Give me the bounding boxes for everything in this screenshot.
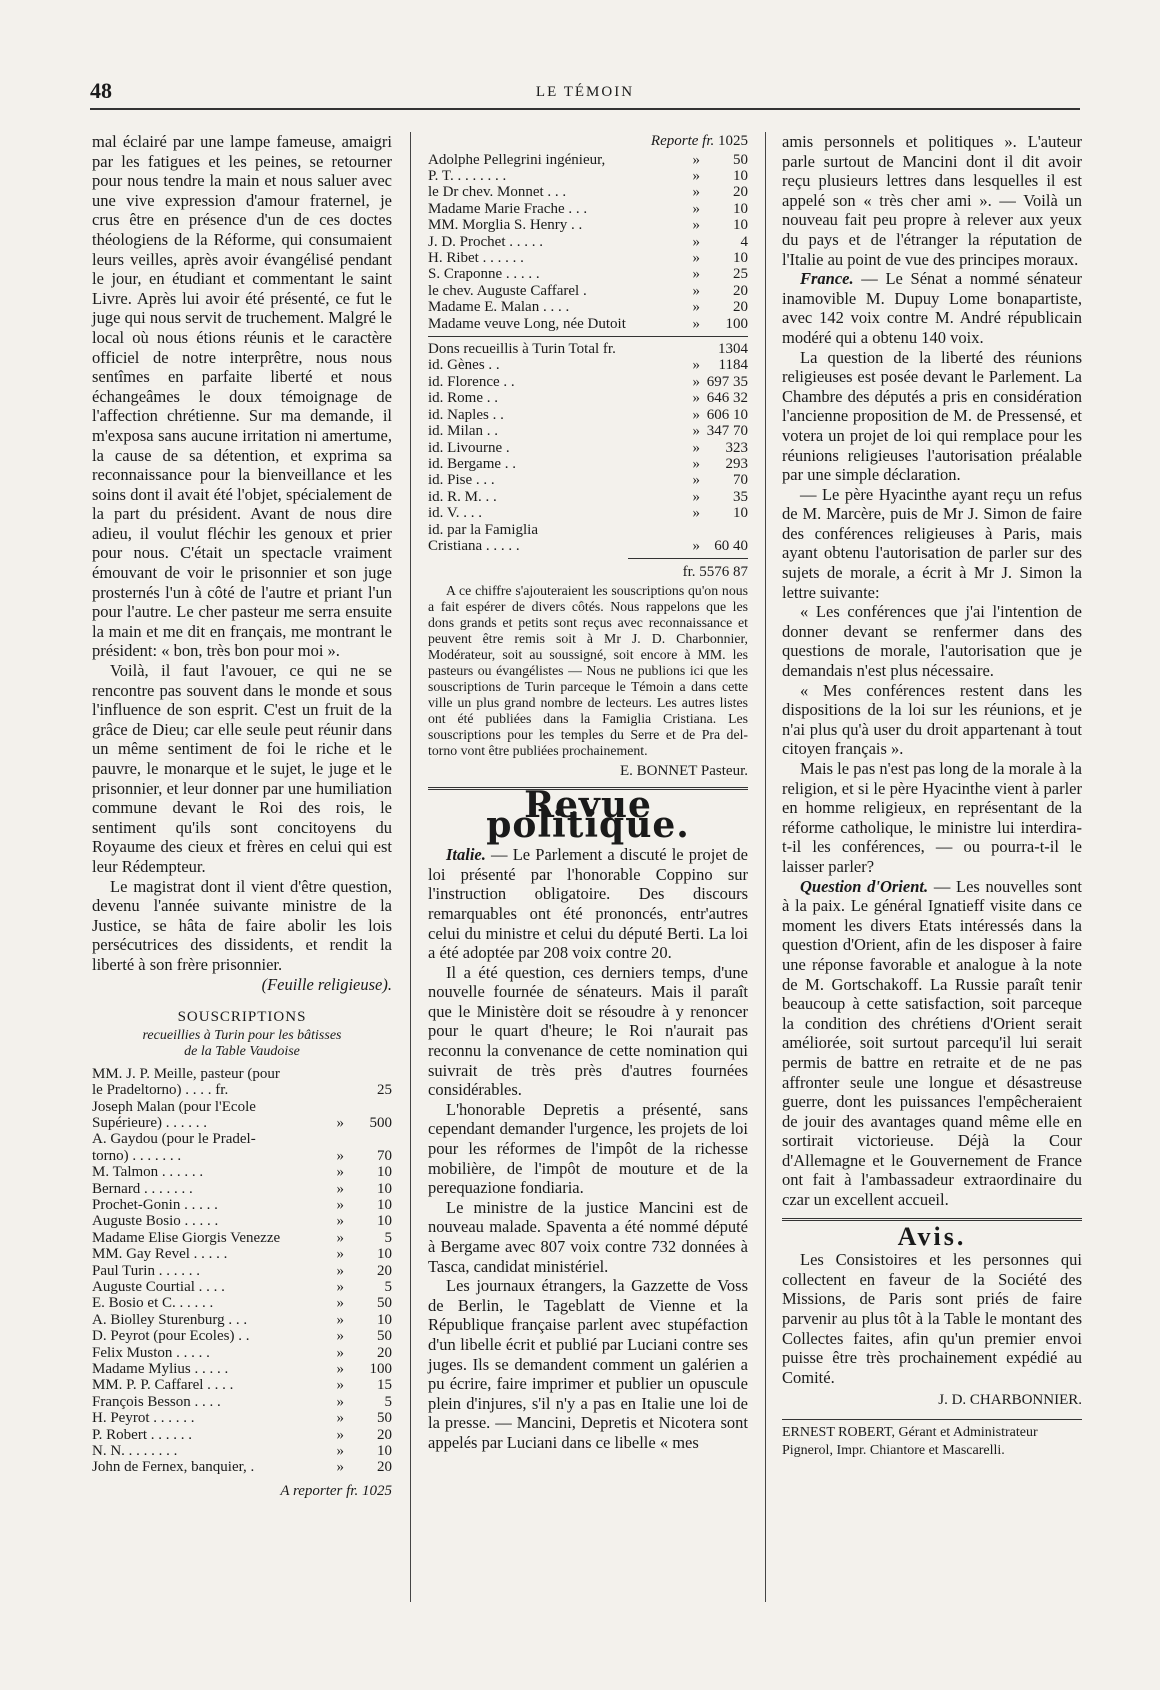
currency-mark: »	[692, 488, 700, 505]
list-row	[92, 1328, 392, 1344]
article-paragraph: amis personnels et politiques ». L'auteur parle surtout de Mancini dont il dit avoir reçu plusieurs lettres dans lesquelles il est appelé son « très cher ami ». — Voilà un nouveau fait peu propre à relever aux yeux du pays et de l'étranger la réputation de l'Italie au point de vue des principes moraux.	[782, 132, 1082, 269]
list-row	[428, 217, 748, 233]
amount: 10	[377, 1443, 392, 1460]
currency-mark: »	[692, 217, 700, 234]
contributor-name: Madame Mylius . . . . .	[92, 1361, 229, 1378]
subscriptions-title: SOUSCRIPTIONS	[177, 1009, 307, 1026]
list-row	[428, 440, 748, 456]
currency-mark: »	[336, 1279, 344, 1295]
contributor-name: Madame veuve Long, née Dutoit	[428, 315, 626, 332]
amount: 10	[377, 1213, 392, 1230]
header-rule	[90, 108, 1080, 110]
contributor-name: le Pradeltorno) . . . . fr.	[92, 1082, 229, 1099]
notice-signature: J. D. CHARBONNIER.	[938, 1392, 1082, 1409]
amount: 100	[369, 1361, 392, 1378]
currency-mark: »	[336, 1410, 344, 1427]
currency-mark: »	[692, 390, 700, 407]
currency-mark: »	[336, 1262, 344, 1279]
currency-mark: »	[336, 1295, 344, 1312]
amount: 10	[733, 505, 748, 522]
amount: 1184	[718, 357, 748, 374]
contributor-name: J. D. Prochet . . . . .	[428, 233, 543, 250]
amount: 10	[377, 1246, 392, 1263]
list-row	[428, 423, 748, 439]
contributor-name: H. Ribet . . . . . .	[428, 250, 524, 267]
currency-mark: »	[336, 1246, 344, 1263]
list-row	[92, 1131, 392, 1147]
page-header	[90, 70, 1080, 103]
contributor-name: MM. P. P. Caffarel . . . .	[92, 1377, 234, 1394]
report-label: Reporte fr.	[650, 133, 715, 149]
list-row	[92, 1312, 392, 1328]
carry-forward: A reporter fr. 1025	[280, 1482, 392, 1499]
article-paragraph: Les journaux étrangers, la Gazzette de Voss de Berlin, le Tageblatt de Vienne et la République française parlent avec stupéfaction d'un libelle écrit et publié par Luciani contre ses juges. Ils se demandent comment un galérien a pu écrire, faire imprimer et publier un opuscule plein d'injures, s'il n'y a pas en Italie une loi de la presse. — Mancini, Depretis et Nicotera sont appelés par Luciani dans ce libelle « mes	[428, 1276, 748, 1452]
donations-list	[428, 341, 748, 554]
contributor-name: id. Florence . .	[428, 373, 515, 390]
currency-mark: »	[692, 151, 700, 168]
currency-mark: »	[692, 505, 700, 522]
amount: 50	[377, 1295, 392, 1312]
report-line	[428, 132, 748, 152]
grand-total: fr. 5576 87	[682, 564, 748, 581]
list-row	[92, 1361, 392, 1377]
article-paragraph: — Le père Hyacinthe ayant reçu un refus de M. Marcère, puis de Mr J. Simon de faire des conférences religieuses à Paris, mais ayant obtenu l'autorisation de parler sur des sujets de morale, a écrit à Mr J. Simon la lettre suivante:	[782, 484, 1082, 602]
report-amount: 1025	[718, 133, 748, 149]
currency-mark: »	[692, 373, 700, 390]
list-row	[428, 184, 748, 200]
amount: 293	[725, 455, 748, 472]
article-paragraph: L'honorable Depretis a présenté, sans cependant demander l'urgence, les projets de loi pour les réformes de l'impôt de la richesse mobilière, de l'impôt de mouture et de la perequazione fondiaria.	[428, 1099, 748, 1198]
currency-mark: »	[692, 299, 700, 316]
article-paragraph: « Les conférences que j'ai l'intention de donner devant se renfermer dans des questions de morale, l'autorisation que je demandais n'est plus nécessaire.	[782, 602, 1082, 681]
currency-mark	[322, 1082, 344, 1098]
contributor-name: Supérieure) . . . . . .	[92, 1114, 207, 1131]
currency-mark	[322, 1099, 344, 1115]
contributor-name: id. R. M. . .	[428, 488, 497, 505]
amount	[344, 1131, 392, 1147]
country-label: Italie.	[446, 845, 486, 865]
column-1	[92, 132, 392, 1501]
amount: 10	[733, 168, 748, 184]
list-row	[92, 1427, 392, 1443]
article-paragraph: Le magistrat dont il vient d'être question, devenu l'année suivante ministre de la Justice, se hâta de faire abolir les lois persécutrices des dissidents, et rendit la liberté à son frère prisonnier.	[92, 876, 392, 974]
article-paragraph	[782, 269, 1082, 347]
contributor-name: Paul Turin . . . . . .	[92, 1262, 200, 1279]
list-row	[92, 1263, 392, 1279]
amount: 5	[384, 1229, 392, 1246]
amount: 10	[377, 1311, 392, 1328]
contributor-name: MM. Gay Revel . . . . .	[92, 1246, 228, 1263]
list-row	[92, 1197, 392, 1213]
amount	[700, 522, 748, 538]
list-row	[428, 266, 748, 282]
divider	[782, 1419, 1082, 1420]
paragraph-text: — Le Parlement a discuté le projet de loi présenté par l'honorable Coppino sur l'instruction obligatoire. Des discours remarquables ont été prononcés, entr'autres celui du ministre et celui du député Berti. La loi a été adoptée par 208 voix contre 20.	[428, 845, 749, 963]
amount: 50	[377, 1328, 392, 1345]
amount: 20	[733, 299, 748, 316]
note-signature: E. BONNET Pasteur.	[619, 762, 748, 779]
amount: 20	[377, 1262, 392, 1279]
contributor-name: E. Bosio et C. . . . . .	[92, 1295, 214, 1312]
contributor-name: torno) . . . . . . .	[92, 1147, 182, 1164]
column-separator	[410, 132, 411, 1602]
amount: 323	[725, 439, 748, 456]
currency-mark: »	[336, 1443, 344, 1460]
contributor-name: John de Fernex, banquier, .	[92, 1459, 255, 1476]
contributor-name: MM. Morglia S. Henry . .	[428, 217, 583, 234]
currency-mark: »	[692, 472, 700, 489]
currency-mark: »	[336, 1426, 344, 1443]
currency-mark: »	[336, 1196, 344, 1213]
amount: 10	[377, 1196, 392, 1213]
country-label: France.	[800, 269, 854, 289]
amount: 5	[384, 1393, 392, 1410]
contributor-name: Madame Marie Frache . . .	[428, 200, 588, 217]
divider	[428, 336, 748, 337]
currency-mark: »	[336, 1393, 344, 1410]
currency-mark: »	[692, 266, 700, 283]
article-paragraph: Mais le pas n'est pas long de la morale à la religion, et si le père Hyacinthe vient à parler en homme religieux, en représentant de la réforme catholique, le ministre lui interdira-t-il les conférences, — ou pourra-t-il le laisser parler?	[782, 759, 1082, 876]
column-separator	[765, 132, 766, 1602]
list-row	[428, 316, 748, 332]
amount: 606 10	[706, 406, 748, 423]
amount: 20	[733, 282, 748, 299]
amount: 20	[377, 1459, 392, 1476]
contributor-name: id. Pise . . .	[428, 472, 495, 489]
list-row	[428, 505, 748, 521]
page-number: 48	[90, 78, 112, 103]
list-row	[428, 168, 748, 184]
contributor-name: Dons recueillis à Turin Total fr.	[428, 341, 616, 358]
currency-mark: »	[692, 233, 700, 250]
article-paragraph	[782, 877, 1082, 1210]
contributor-name: Auguste Bosio . . . . .	[92, 1213, 219, 1230]
contributor-name: N. N. . . . . . . .	[92, 1443, 178, 1460]
subscriptions-list	[92, 1066, 392, 1476]
contributor-name: Bernard . . . . . . .	[92, 1180, 193, 1197]
currency-mark: »	[336, 1328, 344, 1345]
subscriptions-subtitle: de la Table Vaudoise	[184, 1043, 300, 1059]
currency-mark	[322, 1066, 344, 1082]
amount: 10	[377, 1180, 392, 1197]
notice-title: Avis.	[897, 1221, 967, 1251]
list-row	[428, 341, 748, 357]
amount: 20	[733, 184, 748, 201]
currency-mark	[322, 1131, 344, 1147]
article-paragraph: « Mes conférences restent dans les dispositions de la loi sur les réunions, et je n'ai plus qu'à user du droit appartenant à tout citoyen français ».	[782, 680, 1082, 759]
imprint-printer: Pignerol, Impr. Chiantore et Mascarelli.	[782, 1443, 1005, 1458]
imprint-manager: ERNEST ROBERT, Gérant et Administrateur	[782, 1425, 1038, 1440]
currency-mark: »	[692, 282, 700, 299]
amount	[344, 1099, 392, 1115]
contributor-name: MM. J. P. Meille, pasteur (pour	[92, 1065, 280, 1082]
amount: 35	[733, 488, 748, 505]
paragraph-text: — Le Sénat a nommé sénateur inamovible M. Dupuy Lome bonapartiste, avec 142 voix contre M. André républicain modéré qui a obtenu 140 voix.	[782, 269, 1082, 347]
contributor-name: S. Craponne . . . . .	[428, 266, 540, 283]
paragraph-text: — Les nouvelles sont à la paix. Le général Ignatieff visite dans ce moment les divers Etats intéressés dans la question d'Orient, afin de les disposer à faire une réponse favorable et analogue à la note de M. Gortschakoff. La Russie paraît tenir beaucoup à cette satisfaction, soit parceque la condition des chrétiens d'Orient serait améliorée, soit surtout parcequ'il lui serait permis de battre en retraite et de ne pas affronter seule une longue et désastreuse guerre, dont les puissances l'empêcheraient de jouir des avantages quand même elle en sortirait victorieuse. Déjà la Cour d'Allemagne et le Gouvernement de France ont fait à l'ambassadeur extraordinaire du czar un excellent accueil.	[782, 876, 1082, 1210]
contributor-name: Madame E. Malan . . . .	[428, 299, 570, 316]
currency-mark: »	[336, 1213, 344, 1230]
list-row	[92, 1394, 392, 1410]
list-row	[428, 489, 748, 505]
column-2	[428, 132, 748, 1453]
list-row	[428, 283, 748, 299]
currency-mark: »	[692, 200, 700, 217]
currency-mark: »	[336, 1361, 344, 1378]
list-row	[428, 472, 748, 488]
list-row	[92, 1099, 392, 1115]
subscription-note: A ce chiffre s'ajouteraient les souscriptions qu'on nous a fait espérer de divers côtés. Nous rappelons que les dons grands et petits sont reçus avec reconnaissance et peuvent être remis soit à Mr J. D. Charbonnier, Modérateur, soit au soussigné, soit encore à MM. les pasteurs ou évangélistes — Nous ne publions ici que les souscriptions de Turin parceque le Témoin a dans cette ville un plus grand nombre de lecteurs. Les autres listes ont été publiées dans la Famiglia Cristiana. Les souscriptions pour les temples du Serre et de Pra del-torno vont être publiées prochainement.	[428, 582, 748, 758]
contributor-name: Auguste Courtial . . . .	[92, 1279, 225, 1295]
currency-mark: »	[692, 184, 700, 201]
list-row	[428, 299, 748, 315]
contributor-name: id. Rome . .	[428, 390, 498, 407]
currency-mark: »	[336, 1180, 344, 1197]
contributor-name: id. Bergame . .	[428, 455, 517, 472]
amount: 20	[377, 1344, 392, 1361]
amount: 20	[377, 1426, 392, 1443]
contributor-name: M. Talmon . . . . . .	[92, 1164, 204, 1181]
list-row	[428, 538, 748, 554]
currency-mark	[678, 341, 700, 357]
amount: 100	[725, 315, 748, 332]
contributor-name: H. Peyrot . . . . . .	[92, 1410, 195, 1427]
list-row	[92, 1345, 392, 1361]
amount: 25	[377, 1082, 392, 1099]
list-row	[428, 522, 748, 538]
list-row	[428, 357, 748, 373]
contributor-name: le chev. Auguste Caffarel .	[428, 282, 587, 299]
section-title: Revue politique.	[486, 783, 690, 846]
amount: 4	[740, 233, 748, 250]
contributor-name: id. par la Famiglia	[428, 521, 538, 538]
list-row	[92, 1181, 392, 1197]
subscriptions-subtitle: recueillies à Turin pour les bâtisses	[142, 1027, 342, 1043]
currency-mark	[678, 522, 700, 538]
amount: 10	[733, 217, 748, 234]
list-row	[92, 1246, 392, 1262]
currency-mark: »	[692, 250, 700, 267]
contributor-name: id. Gènes . .	[428, 357, 500, 374]
article-paragraph: mal éclairé par une lampe fameuse, amaigri par les fatigues et les peines, se retourner pour nous tendre la main et nous saluer avec une vive expression d'amour fraternel, je crus être en présence d'un de ces doctes théologiens de la Réforme, qui consumaient leurs veilles, après avoir évangélisé pendant le jour, en étudiant et commentant le saint Livre. Après lui avoir été présenté, ce fut le juge qui nous servit de truchement. Malgré le local où nous étions réunis et le caractère officiel de notre interprêtre, nous nous sentîmes en parfaite liberté et nous échangeâmes le doux témoignage de l'affection chrétienne. Sur ma demande, il m'exposa sans aucune irritation ni amertume, la cause de sa détention, et exprima sa reconnaissance pour la bienveillance et les soins dont il avait été l'objet, spécialement de la part du président. Avant de nous dire adieu, il voulut fléchir les genoux et prier pour nous. C'était un spectacle vraiment émouvant de voir le prisonnier et son juge prosternés l'un à côté de l'autre et priant l'un pour l'autre. Le cher pasteur me serra ensuite la main et me dit en français, me montrant le président: « bon, très bon pour moi ».	[92, 132, 392, 661]
notice-paragraph: Les Consistoires et les personnes qui collectent en faveur de la Société des Missions, de Paris sont priés de faire parvenir au plus tôt à la Table le montant des Collectes faites, afin qu'un premier envoi puisse être très prochainement expédié au Comité.	[782, 1250, 1082, 1387]
currency-mark: »	[692, 357, 700, 374]
currency-mark: »	[692, 537, 700, 554]
list-row	[428, 456, 748, 472]
list-row	[92, 1279, 392, 1295]
amount: 646 32	[706, 390, 748, 407]
contributor-name: A. Gaydou (pour le Pradel-	[92, 1131, 256, 1148]
amount: 15	[377, 1377, 392, 1394]
article-paragraph: Voilà, il faut l'avouer, ce qui ne se rencontre pas souvent dans le monde et sous l'influence de son esprit. C'est un fruit de la grâce de Dieu; car elle seule peut réunir dans un même sentiment de foi le riche et le pauvre, le monarque et le sujet, le juge et le prisonnier, et leur donner par une humiliation commune devant le Roi des rois, le sentiment qu'ils sont concitoyens du Royaume des cieux et frères en celui qui est leur Rédempteur.	[92, 661, 392, 876]
contributor-name: id. V. . . .	[428, 505, 483, 522]
journal-title: LE TÉMOIN	[535, 84, 635, 100]
article-paragraph: Le ministre de la justice Mancini est de nouveau malade. Spaventa a été nommé député à Bergame avec 807 voix contre 732 données à Tasca, candidat ministériel.	[428, 1197, 748, 1276]
contributor-name: A. Biolley Sturenburg . . .	[92, 1311, 248, 1328]
currency-mark: »	[336, 1229, 344, 1246]
contributor-name: Cristiana . . . . .	[428, 537, 520, 554]
contributor-name: le Dr chev. Monnet . . .	[428, 184, 567, 201]
amount: 347 70	[706, 423, 748, 440]
contributor-name: Felix Muston . . . . .	[92, 1344, 210, 1361]
section-label: Question d'Orient.	[800, 876, 929, 896]
divider	[628, 558, 748, 559]
amount: 50	[377, 1410, 392, 1427]
article-paragraph: Il a été question, ces derniers temps, d'une nouvelle fournée de sénateurs. Mais il paraît que le Ministère doit se résoudre à y renoncer pour le quart d'heure; le Roi n'aurait pas reconnu la convenance de cette nomination qui suivrait de très près d'autres fournées considérables.	[428, 962, 748, 1100]
amount: 697 35	[706, 373, 748, 390]
list-row	[92, 1164, 392, 1180]
amount: 50	[733, 151, 748, 168]
currency-mark: »	[336, 1164, 344, 1181]
amount: 70	[377, 1147, 392, 1164]
amount: 70	[733, 472, 748, 489]
section-divider	[782, 1218, 1082, 1221]
list-row	[428, 374, 748, 390]
currency-mark: »	[692, 406, 700, 423]
currency-mark: »	[336, 1147, 344, 1164]
amount: 10	[733, 200, 748, 217]
list-row	[92, 1459, 392, 1475]
list-row	[92, 1443, 392, 1459]
list-row	[428, 390, 748, 406]
subscriptions-list-continued	[428, 152, 748, 332]
currency-mark: »	[336, 1459, 344, 1476]
contributor-name: P. Robert . . . . . .	[92, 1426, 193, 1443]
amount: 25	[733, 266, 748, 283]
list-row	[428, 250, 748, 266]
currency-mark: »	[336, 1114, 344, 1131]
amount	[344, 1066, 392, 1082]
amount: 1304	[718, 341, 748, 358]
list-row	[92, 1148, 392, 1164]
list-row	[428, 201, 748, 217]
article-paragraph: La question de la liberté des réunions religieuses est posée devant le Parlement. La Chambre des députés a pris en considération l'ancienne proposition de M. de Pressensé, et votera un projet de loi qui remplace pour les réunions religieuses l'autorisation préalable par une simple déclaration.	[782, 347, 1082, 485]
list-row	[92, 1115, 392, 1131]
list-row	[92, 1230, 392, 1246]
currency-mark: »	[692, 168, 700, 184]
list-row	[428, 152, 748, 168]
currency-mark: »	[336, 1311, 344, 1328]
contributor-name: Joseph Malan (pour l'Ecole	[92, 1098, 256, 1115]
currency-mark: »	[336, 1344, 344, 1361]
list-row	[92, 1066, 392, 1082]
contributor-name: id. Naples . .	[428, 406, 504, 423]
list-row	[428, 234, 748, 250]
list-row	[92, 1295, 392, 1311]
amount: 500	[369, 1114, 392, 1131]
currency-mark: »	[692, 315, 700, 332]
amount: 10	[733, 250, 748, 267]
list-row	[92, 1082, 392, 1098]
article-paragraph	[428, 845, 748, 963]
list-row	[428, 407, 748, 423]
list-row	[92, 1213, 392, 1229]
list-row	[92, 1410, 392, 1426]
contributor-name: François Besson . . . .	[92, 1393, 221, 1410]
contributor-name: Madame Elise Giorgis Venezze	[92, 1229, 281, 1246]
amount: 10	[377, 1164, 392, 1181]
contributor-name: D. Peyrot (pour Ecoles) . .	[92, 1328, 250, 1345]
contributor-name: id. Livourne .	[428, 439, 510, 456]
currency-mark: »	[692, 455, 700, 472]
column-3	[782, 132, 1082, 1460]
amount: 5	[384, 1279, 392, 1295]
contributor-name: id. Milan . .	[428, 423, 498, 440]
contributor-name: P. T. . . . . . . .	[428, 168, 507, 184]
contributor-name: Prochet-Gonin . . . . .	[92, 1196, 218, 1213]
currency-mark: »	[692, 423, 700, 440]
currency-mark: »	[336, 1377, 344, 1394]
currency-mark: »	[692, 439, 700, 456]
amount: 60 40	[714, 537, 748, 554]
contributor-name: Adolphe Pellegrini ingénieur,	[428, 151, 606, 168]
list-row	[92, 1377, 392, 1393]
article-source: (Feuille religieuse).	[261, 974, 392, 994]
